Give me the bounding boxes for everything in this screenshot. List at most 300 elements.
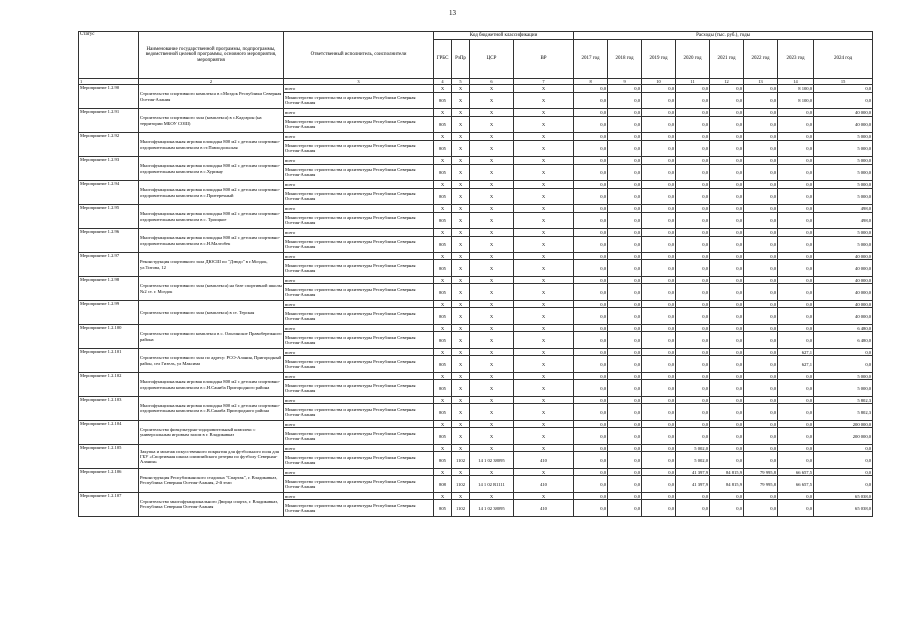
executor-cell: Министерство строительства и архитектуры Республики Северная Осетия-Алания xyxy=(284,380,434,397)
value-cell: 0,0 xyxy=(574,404,608,421)
value-cell: 0,0 xyxy=(778,277,814,284)
value-cell: X xyxy=(452,308,470,325)
name-cell: Многофункциональная игровая площадка 800 м2 с детским спортивно-оздоровительным комплексом в с.Притеречный xyxy=(139,181,284,205)
value-cell: 0,0 xyxy=(642,109,676,116)
header-budget-class: Код бюджетной классификации xyxy=(434,32,574,40)
table-row xyxy=(79,277,873,284)
value-cell: 0,0 xyxy=(608,92,642,109)
value-cell: 0,0 xyxy=(642,284,676,301)
value-cell: 0,0 xyxy=(778,284,814,301)
value-cell: 805 xyxy=(434,380,452,397)
value-cell: X xyxy=(452,212,470,229)
value-cell: 0,0 xyxy=(778,428,814,445)
value-cell: 0,0 xyxy=(608,468,642,475)
value-cell: 0,0 xyxy=(676,229,710,236)
value-cell: 0,0 xyxy=(778,397,814,404)
value-cell: 0,0 xyxy=(608,181,642,188)
value-cell: 0,0 xyxy=(744,116,778,133)
value-cell: 65 038,0 xyxy=(814,492,873,499)
value-cell: 0,0 xyxy=(744,157,778,164)
value-cell: 0,0 xyxy=(642,349,676,356)
value-cell: 0,0 xyxy=(744,308,778,325)
value-cell: X xyxy=(470,325,514,332)
value-cell: 0,0 xyxy=(778,181,814,188)
value-cell: 0,0 xyxy=(642,373,676,380)
status-cell: Мероприятие 1.2.93 xyxy=(79,157,139,181)
value-cell: X xyxy=(514,277,574,284)
value-cell: 0,0 xyxy=(574,212,608,229)
value-cell: 805 xyxy=(434,500,452,517)
status-cell: Мероприятие 1.2.101 xyxy=(79,349,139,373)
name-cell: Многофункциональная игровая площадка 800 м2 с детским спортивно-оздоровительным комплексом в с. Троицкое xyxy=(139,205,284,229)
table-row xyxy=(79,444,873,451)
value-cell: X xyxy=(470,260,514,277)
value-cell: 0,0 xyxy=(744,109,778,116)
value-cell: X xyxy=(470,140,514,157)
value-cell: 805 xyxy=(434,212,452,229)
value-cell: 0,0 xyxy=(676,205,710,212)
executor-cell: Министерство строительства и архитектуры Республики Северная Осетия-Алания xyxy=(284,164,434,181)
value-cell: 0,0 xyxy=(778,500,814,517)
value-cell: 84 815,9 xyxy=(710,468,744,475)
value-cell: 200 000,0 xyxy=(814,420,873,427)
value-cell: X xyxy=(470,373,514,380)
value-cell: 0,0 xyxy=(608,236,642,253)
total-label-cell: всего xyxy=(284,444,434,451)
name-cell: Реконструкция спортивного зала ДЮСШ по "Дзюдо" в г.Моздок, ул.Титова, 12 xyxy=(139,253,284,277)
value-cell: 0,0 xyxy=(608,284,642,301)
value-cell: 410 xyxy=(514,500,574,517)
status-cell: Мероприятие 1.2.94 xyxy=(79,181,139,205)
value-cell: 0,0 xyxy=(676,133,710,140)
value-cell: X xyxy=(514,284,574,301)
total-label-cell: всего xyxy=(284,325,434,332)
value-cell: 0,0 xyxy=(676,260,710,277)
value-cell: 0,0 xyxy=(744,133,778,140)
value-cell: X xyxy=(452,284,470,301)
value-cell: 40 000,0 xyxy=(814,277,873,284)
value-cell: X xyxy=(434,85,452,92)
value-cell: X xyxy=(514,188,574,205)
value-cell: X xyxy=(452,188,470,205)
value-cell: 0,0 xyxy=(642,212,676,229)
value-cell: X xyxy=(470,277,514,284)
value-cell: 5 802,3 xyxy=(814,397,873,404)
value-cell: X xyxy=(470,380,514,397)
value-cell: X xyxy=(452,277,470,284)
value-cell: 0,0 xyxy=(744,452,778,469)
value-cell: 0,0 xyxy=(574,500,608,517)
value-cell: 0,0 xyxy=(710,212,744,229)
value-cell: X xyxy=(514,92,574,109)
value-cell: 0,0 xyxy=(814,444,873,451)
value-cell: 0,0 xyxy=(574,420,608,427)
value-cell: 0,0 xyxy=(778,116,814,133)
value-cell: X xyxy=(470,301,514,308)
value-cell: 41 397,9 xyxy=(676,476,710,493)
value-cell: 0,0 xyxy=(642,308,676,325)
value-cell: 0,0 xyxy=(744,349,778,356)
value-cell: 0,0 xyxy=(608,452,642,469)
value-cell: X xyxy=(434,109,452,116)
value-cell: 0,0 xyxy=(710,85,744,92)
value-cell: 0,0 xyxy=(574,277,608,284)
total-label-cell: всего xyxy=(284,85,434,92)
column-number-cell: 12 xyxy=(710,79,744,85)
value-cell: 0,0 xyxy=(642,188,676,205)
value-cell: 0,0 xyxy=(744,277,778,284)
header-year: 2023 год xyxy=(778,40,814,79)
table-row xyxy=(79,468,873,475)
value-cell: 0,0 xyxy=(608,164,642,181)
value-cell: 0,0 xyxy=(608,260,642,277)
value-cell: X xyxy=(470,133,514,140)
value-cell: 0,0 xyxy=(574,181,608,188)
header-status: Статус xyxy=(79,32,139,79)
value-cell: 66 657,5 xyxy=(778,468,814,475)
value-cell: 0,0 xyxy=(608,356,642,373)
value-cell: 0,0 xyxy=(574,349,608,356)
value-cell: 0,0 xyxy=(710,157,744,164)
name-cell: Строительство спортивного зала (комплекса) в с.Кадгарон (на территории МБОУ СОШ) xyxy=(139,109,284,133)
value-cell: 0,0 xyxy=(710,277,744,284)
total-label-cell: всего xyxy=(284,277,434,284)
header-year: 2020 год xyxy=(676,40,710,79)
column-number-cell: 10 xyxy=(642,79,676,85)
value-cell: 808 xyxy=(434,476,452,493)
value-cell: 805 xyxy=(434,428,452,445)
value-cell: 0,0 xyxy=(744,212,778,229)
value-cell: 0,0 xyxy=(676,236,710,253)
value-cell: 0,0 xyxy=(642,301,676,308)
column-number-cell: 2 xyxy=(139,79,284,85)
value-cell: X xyxy=(434,325,452,332)
name-cell: Строительство спортивного зала (комплекса) в ст. Терская xyxy=(139,301,284,325)
value-cell: 84 815,9 xyxy=(710,476,744,493)
value-cell: X xyxy=(434,253,452,260)
value-cell: 0,0 xyxy=(710,229,744,236)
value-cell: 0,0 xyxy=(608,404,642,421)
value-cell: 498,0 xyxy=(814,212,873,229)
value-cell: 0,0 xyxy=(710,452,744,469)
name-cell: Многофункциональная игровая площадка 800 м2 с детским спортивно-оздоровительным комплексом в с.В.Саниба Пригородного района xyxy=(139,397,284,421)
value-cell: X xyxy=(514,157,574,164)
value-cell: 0,0 xyxy=(778,229,814,236)
value-cell: 0,0 xyxy=(710,116,744,133)
value-cell: 0,0 xyxy=(710,404,744,421)
value-cell: 0,0 xyxy=(608,212,642,229)
value-cell: 40 000,0 xyxy=(814,284,873,301)
value-cell: X xyxy=(452,404,470,421)
value-cell: 1102 xyxy=(452,452,470,469)
value-cell: 0,0 xyxy=(676,397,710,404)
value-cell: 5 002,0 xyxy=(676,452,710,469)
value-cell: X xyxy=(452,253,470,260)
value-cell: 0,0 xyxy=(814,85,873,92)
value-cell: 14 1 02 38095 xyxy=(470,500,514,517)
value-cell: 0,0 xyxy=(574,260,608,277)
value-cell: 0,0 xyxy=(778,492,814,499)
value-cell: 0,0 xyxy=(676,349,710,356)
value-cell: 0,0 xyxy=(676,325,710,332)
column-number-cell: 14 xyxy=(778,79,814,85)
value-cell: 0,0 xyxy=(574,92,608,109)
value-cell: X xyxy=(452,428,470,445)
column-number-cell: 15 xyxy=(814,79,873,85)
value-cell: 0,0 xyxy=(642,85,676,92)
table-body xyxy=(79,85,873,517)
value-cell: 0,0 xyxy=(642,133,676,140)
value-cell: X xyxy=(452,444,470,451)
status-cell: Мероприятие 1.2.92 xyxy=(79,133,139,157)
value-cell: 0,0 xyxy=(778,253,814,260)
header-year: 2019 год xyxy=(642,40,676,79)
value-cell: 0,0 xyxy=(778,308,814,325)
table-row xyxy=(79,397,873,404)
value-cell: 0,0 xyxy=(778,301,814,308)
value-cell: 0,0 xyxy=(608,229,642,236)
value-cell: 0,0 xyxy=(710,428,744,445)
column-number-cell: 7 xyxy=(514,79,574,85)
executor-cell: Министерство строительства и архитектуры Республики Северная Осетия-Алания xyxy=(284,212,434,229)
value-cell: 0,0 xyxy=(676,500,710,517)
value-cell: 0,0 xyxy=(608,205,642,212)
value-cell: 0,0 xyxy=(744,492,778,499)
value-cell: X xyxy=(514,404,574,421)
value-cell: 0,0 xyxy=(642,500,676,517)
value-cell: 805 xyxy=(434,188,452,205)
value-cell: 805 xyxy=(434,308,452,325)
value-cell: 0,0 xyxy=(642,181,676,188)
executor-cell: Министерство строительства и архитектуры Республики Северная Осетия-Алания xyxy=(284,404,434,421)
table-row xyxy=(79,349,873,356)
value-cell: X xyxy=(514,444,574,451)
value-cell: 0,0 xyxy=(642,253,676,260)
value-cell: X xyxy=(470,420,514,427)
value-cell: 5 000,0 xyxy=(814,181,873,188)
value-cell: 0,0 xyxy=(710,492,744,499)
value-cell: 0,0 xyxy=(676,277,710,284)
value-cell: 0,0 xyxy=(744,164,778,181)
value-cell: 0,0 xyxy=(778,444,814,451)
total-label-cell: всего xyxy=(284,397,434,404)
value-cell: X xyxy=(470,253,514,260)
value-cell: 1102 xyxy=(452,476,470,493)
value-cell: 0,0 xyxy=(574,356,608,373)
value-cell: 8 100,0 xyxy=(778,92,814,109)
value-cell: X xyxy=(514,373,574,380)
table-row xyxy=(79,85,873,92)
value-cell: 0,0 xyxy=(676,140,710,157)
value-cell: 0,0 xyxy=(744,236,778,253)
value-cell: 0,0 xyxy=(744,420,778,427)
column-number-cell: 11 xyxy=(676,79,710,85)
value-cell: 0,0 xyxy=(642,236,676,253)
value-cell: 0,0 xyxy=(642,325,676,332)
value-cell: X xyxy=(452,373,470,380)
value-cell: 0,0 xyxy=(814,468,873,475)
status-cell: Мероприятие 1.2.99 xyxy=(79,301,139,325)
value-cell: 0,0 xyxy=(744,284,778,301)
value-cell: X xyxy=(452,85,470,92)
value-cell: 0,0 xyxy=(642,380,676,397)
value-cell: X xyxy=(452,492,470,499)
value-cell: X xyxy=(514,492,574,499)
value-cell: X xyxy=(452,356,470,373)
value-cell: X xyxy=(434,468,452,475)
value-cell: 0,0 xyxy=(676,373,710,380)
value-cell: 410 xyxy=(514,476,574,493)
value-cell: X xyxy=(514,380,574,397)
value-cell: 0,0 xyxy=(744,188,778,205)
status-cell: Мероприятие 1.2.106 xyxy=(79,468,139,492)
table-row xyxy=(79,301,873,308)
value-cell: 8 100,0 xyxy=(778,85,814,92)
value-cell: 0,0 xyxy=(608,325,642,332)
header-year: 2022 год xyxy=(744,40,778,79)
value-cell: X xyxy=(452,380,470,397)
value-cell: 0,0 xyxy=(778,109,814,116)
value-cell: X xyxy=(452,236,470,253)
status-cell: Мероприятие 1.2.100 xyxy=(79,325,139,349)
status-cell: Мероприятие 1.2.95 xyxy=(79,205,139,229)
value-cell: X xyxy=(434,492,452,499)
value-cell: 0,0 xyxy=(710,444,744,451)
value-cell: 0,0 xyxy=(642,260,676,277)
value-cell: 0,0 xyxy=(710,253,744,260)
value-cell: 0,0 xyxy=(608,420,642,427)
name-cell: Реконструкция Республиканского стадиона "Спартак", г. Владикавказ, Республика Северная Осетия-Алания, 2-й этап xyxy=(139,468,284,492)
table-row xyxy=(79,373,873,380)
value-cell: X xyxy=(514,236,574,253)
value-cell: 40 000,0 xyxy=(814,253,873,260)
executor-cell: Министерство строительства и архитектуры Республики Северная Осетия-Алания xyxy=(284,140,434,157)
value-cell: 0,0 xyxy=(608,373,642,380)
executor-cell: Министерство строительства и архитектуры Республики Северная Осетия-Алания xyxy=(284,428,434,445)
value-cell: X xyxy=(514,468,574,475)
value-cell: 0,0 xyxy=(608,301,642,308)
value-cell: 41 397,9 xyxy=(676,468,710,475)
value-cell: 5 000,0 xyxy=(814,140,873,157)
table-row xyxy=(79,205,873,212)
value-cell: X xyxy=(434,181,452,188)
column-number-cell: 5 xyxy=(452,79,470,85)
value-cell: 0,0 xyxy=(710,140,744,157)
value-cell: 0,0 xyxy=(608,253,642,260)
value-cell: 40 000,0 xyxy=(814,109,873,116)
value-cell: 0,0 xyxy=(676,308,710,325)
value-cell: 0,0 xyxy=(676,284,710,301)
value-cell: 0,0 xyxy=(676,157,710,164)
name-cell: Строительство спортивного зала (комплекса) на базе спортивной школы №2 ст. г. Моздок xyxy=(139,277,284,301)
value-cell: 0,0 xyxy=(642,92,676,109)
table-row xyxy=(79,492,873,499)
value-cell: 0,0 xyxy=(814,476,873,493)
status-cell: Мероприятие 1.2.103 xyxy=(79,397,139,421)
value-cell: X xyxy=(514,229,574,236)
total-label-cell: всего xyxy=(284,133,434,140)
value-cell: 0,0 xyxy=(574,284,608,301)
value-cell: 0,0 xyxy=(574,85,608,92)
executor-cell: Министерство строительства и архитектуры Республики Северная Осетия-Алания xyxy=(284,308,434,325)
value-cell: 0,0 xyxy=(814,452,873,469)
value-cell: 0,0 xyxy=(778,452,814,469)
value-cell: X xyxy=(452,301,470,308)
value-cell: X xyxy=(514,428,574,445)
value-cell: 0,0 xyxy=(608,157,642,164)
table-row xyxy=(79,157,873,164)
value-cell: X xyxy=(452,260,470,277)
value-cell: 0,0 xyxy=(608,308,642,325)
value-cell: 40 000,0 xyxy=(814,260,873,277)
value-cell: 0,0 xyxy=(574,444,608,451)
header-vr: ВР xyxy=(514,40,574,79)
value-cell: X xyxy=(514,212,574,229)
header-name: Наименование государственной программы, подпрограммы, ведомственной целевой программы, основного мероприятия, мероприятия xyxy=(139,32,284,79)
status-cell: Мероприятие 1.2.97 xyxy=(79,253,139,277)
value-cell: X xyxy=(452,109,470,116)
name-cell: Строительство спортивного комплекса в с. Ольгинское Правобережного района xyxy=(139,325,284,349)
value-cell: 0,0 xyxy=(574,236,608,253)
value-cell: X xyxy=(470,164,514,181)
value-cell: 0,0 xyxy=(744,356,778,373)
value-cell: 0,0 xyxy=(778,420,814,427)
value-cell: 0,0 xyxy=(574,157,608,164)
value-cell: X xyxy=(434,205,452,212)
value-cell: X xyxy=(514,356,574,373)
value-cell: 5 000,0 xyxy=(814,380,873,397)
value-cell: X xyxy=(470,229,514,236)
value-cell: 0,0 xyxy=(744,428,778,445)
value-cell: 0,0 xyxy=(676,116,710,133)
value-cell: 0,0 xyxy=(574,109,608,116)
value-cell: 0,0 xyxy=(642,492,676,499)
value-cell: X xyxy=(470,85,514,92)
value-cell: X xyxy=(470,92,514,109)
total-label-cell: всего xyxy=(284,420,434,427)
value-cell: 5 000,0 xyxy=(814,164,873,181)
value-cell: 0,0 xyxy=(744,500,778,517)
page-number: 13 xyxy=(449,9,456,17)
value-cell: 0,0 xyxy=(710,301,744,308)
value-cell: 805 xyxy=(434,404,452,421)
value-cell: 0,0 xyxy=(574,468,608,475)
budget-table-sheet xyxy=(78,31,872,517)
value-cell: 0,0 xyxy=(676,492,710,499)
value-cell: 0,0 xyxy=(814,92,873,109)
value-cell: 0,0 xyxy=(778,332,814,349)
value-cell: 805 xyxy=(434,260,452,277)
value-cell: X xyxy=(452,92,470,109)
value-cell: 805 xyxy=(434,236,452,253)
status-cell: Мероприятие 1.2.91 xyxy=(79,109,139,133)
value-cell: X xyxy=(452,325,470,332)
value-cell: X xyxy=(514,253,574,260)
value-cell: 0,0 xyxy=(744,260,778,277)
value-cell: X xyxy=(452,133,470,140)
value-cell: X xyxy=(452,116,470,133)
value-cell: 0,0 xyxy=(676,420,710,427)
total-label-cell: всего xyxy=(284,109,434,116)
executor-cell: Министерство строительства и архитектуры Республики Северная Осетия-Алания xyxy=(284,236,434,253)
total-label-cell: всего xyxy=(284,301,434,308)
value-cell: 0,0 xyxy=(710,188,744,205)
value-cell: X xyxy=(514,164,574,181)
executor-cell: Министерство строительства и архитектуры Республики Северная Осетия-Алания xyxy=(284,188,434,205)
value-cell: X xyxy=(452,140,470,157)
value-cell: 0,0 xyxy=(778,205,814,212)
value-cell: 0,0 xyxy=(710,181,744,188)
